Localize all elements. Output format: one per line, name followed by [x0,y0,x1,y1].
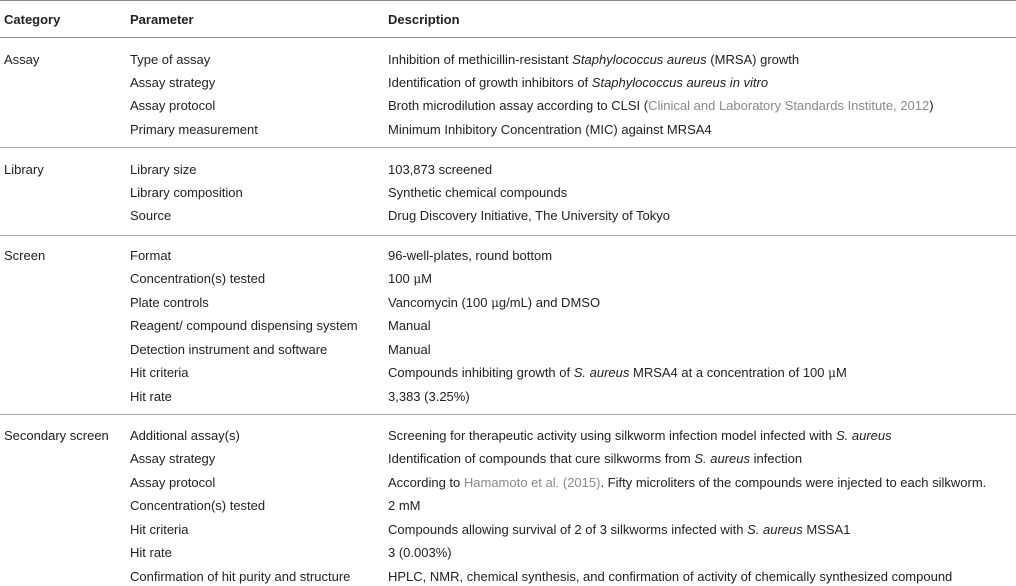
section-divider [0,147,1016,148]
category-assay: Assay [4,52,40,67]
desc-cell: 100 μM [388,271,432,286]
desc-cell: Screening for therapeutic activity using silkworm infection model infected with S. aureus [388,428,892,443]
header-description: Description [388,12,460,27]
desc-cell: 3 (0.003%) [388,545,452,560]
param-cell: Additional assay(s) [130,428,240,443]
category-screen: Screen [4,248,46,263]
desc-cell: Inhibition of methicillin-resistant Staphylococcus aureus (MRSA) growth [388,52,800,67]
param-cell: Assay strategy [130,75,216,90]
desc-cell: Manual [388,342,431,357]
section-divider [0,414,1016,415]
header-category: Category [4,12,61,27]
param-cell: Hit rate [130,389,172,404]
desc-cell: Vancomycin (100 μg/mL) and DMSO [388,295,601,310]
param-cell: Reagent/ compound dispensing system [130,318,358,333]
desc-cell: Compounds inhibiting growth of S. aureus MRSA4 at a concentration of 100 μM [388,365,847,380]
param-cell: Library composition [130,185,243,200]
desc-cell: 96-well-plates, round bottom [388,248,553,263]
desc-cell: 2 mM [388,498,421,513]
param-cell: Format [130,248,172,263]
desc-cell: Compounds allowing survival of 2 of 3 silkworms infected with S. aureus MSSA1 [388,522,851,537]
param-cell: Library size [130,162,197,177]
param-cell: Assay protocol [130,98,216,113]
param-cell: Type of assay [130,52,211,67]
category-secondary-screen: Secondary screen [4,428,109,443]
citation-link[interactable]: Clinical and Laboratory Standards Institute, 2012 [648,98,930,113]
desc-cell: Broth microdilution assay according to CLSI (Clinical and Laboratory Standards Institute, 2012) [388,98,934,113]
desc-cell: Minimum Inhibitory Concentration (MIC) against MRSA4 [388,122,712,137]
table-header [0,0,1016,38]
header-parameter: Parameter [130,12,194,27]
param-cell: Hit rate [130,545,172,560]
category-library: Library [4,162,44,177]
desc-cell: According to Hamamoto et al. (2015). Fifty microliters of the compounds were injected to each silkworm. [388,475,987,490]
param-cell: Source [130,208,172,223]
desc-cell: Drug Discovery Initiative, The University of Tokyo [388,208,671,223]
param-cell: Concentration(s) tested [130,498,266,513]
param-cell: Plate controls [130,295,209,310]
citation-link[interactable]: Hamamoto et al. (2015) [463,475,601,490]
param-cell: Assay strategy [130,451,216,466]
param-cell: Assay protocol [130,475,216,490]
desc-cell: Identification of compounds that cure silkworms from S. aureus infection [388,451,803,466]
desc-cell: Manual [388,318,431,333]
param-cell: Hit criteria [130,365,189,380]
desc-cell: 3,383 (3.25%) [388,389,470,404]
param-cell: Hit criteria [130,522,189,537]
param-cell: Confirmation of hit purity and structure [130,569,351,584]
section-divider [0,235,1016,236]
param-cell: Concentration(s) tested [130,271,266,286]
param-cell: Detection instrument and software [130,342,328,357]
param-cell: Primary measurement [130,122,258,137]
desc-cell: HPLC, NMR, chemical synthesis, and confirmation of activity of chemically synthesized compound [388,569,953,584]
desc-cell: Identification of growth inhibitors of Staphylococcus aureus in vitro [388,75,769,90]
desc-cell: Synthetic chemical compounds [388,185,568,200]
desc-cell: 103,873 screened [388,162,493,177]
